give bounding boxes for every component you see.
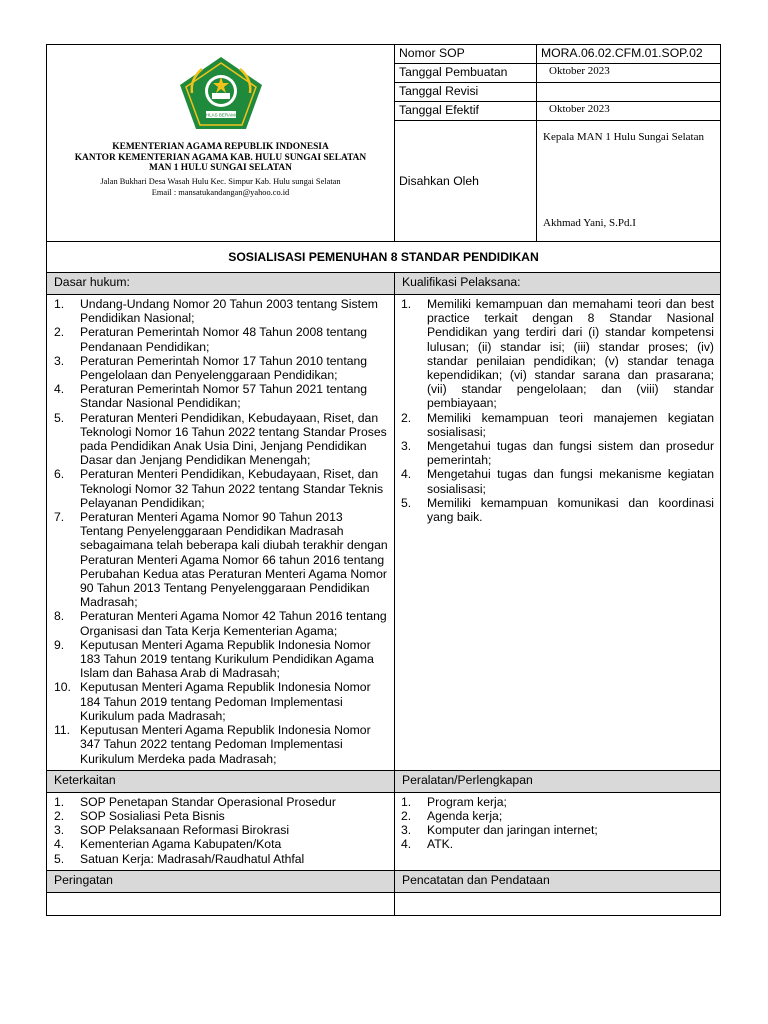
keterkaitan-header: Keterkaitan <box>47 770 395 792</box>
list-text: Peraturan Menteri Pendidikan, Kebudayaan, Riset, dan Teknologi Nomor 16 Tahun 2022 tentang Standar Proses pada Pendidikan Anak Usia Dini, Jenjang Pendidikan Dasar dan Jenjang Pendidikan Menengah; <box>80 410 387 468</box>
disahkan-value <box>537 121 721 242</box>
dasar-hukum-item <box>54 467 388 510</box>
kualifikasi-item <box>401 467 714 495</box>
keterkaitan-item <box>54 809 388 823</box>
list-text: SOP Penetapan Standar Operasional Prosedur <box>80 794 336 809</box>
tanggal-pembuatan-label: Tanggal Pembuatan <box>395 64 537 83</box>
sop-body-table <box>46 272 721 916</box>
list-text: ATK. <box>427 837 454 852</box>
list-number: 4. <box>401 837 412 852</box>
list-number: 7. <box>54 510 65 525</box>
pencatatan-cell <box>395 892 721 915</box>
sop-header-table <box>46 44 721 273</box>
dasar-hukum-item <box>54 510 388 609</box>
list-text: Peraturan Menteri Pendidikan, Kebudayaan, Riset, dan Teknologi Nomor 32 Tahun 2022 tentang Standar Teknis Pelayanan Pendidikan; <box>80 467 384 510</box>
list-number: 5. <box>54 851 65 866</box>
institution-block <box>47 45 395 242</box>
list-text: Peraturan Pemerintah Nomor 57 Tahun 2021 tentang Standar Nasional Pendidikan; <box>80 382 368 411</box>
dasar-hukum-list <box>47 295 394 770</box>
dasar-hukum-item <box>54 609 388 637</box>
institution-ministry: KEMENTERIAN AGAMA REPUBLIK INDONESIA <box>112 142 329 152</box>
tanggal-revisi-label: Tanggal Revisi <box>395 83 537 102</box>
list-text: SOP Sosialiasi Peta Bisnis <box>80 808 225 823</box>
dasar-hukum-item <box>54 638 388 681</box>
institution-email: Email : mansatukandangan@yahoo.co.id <box>151 187 290 197</box>
dasar-hukum-item <box>54 723 388 766</box>
list-text: Kementerian Agama Kabupaten/Kota <box>80 837 282 852</box>
kemenag-logo-icon <box>178 55 264 131</box>
list-number: 2. <box>54 808 65 823</box>
list-number: 4. <box>54 837 65 852</box>
peralatan-cell <box>395 792 721 870</box>
list-text: Keputusan Menteri Agama Republik Indonesia Nomor 184 Tahun 2019 tentang Pedoman Implementasi Kurikulum pada Madrasah; <box>80 680 371 723</box>
list-text: Satuan Kerja: Madrasah/Raudhatul Athfal <box>80 851 305 866</box>
institution-address: Jalan Bukhari Desa Wasah Hulu Kec. Simpur Kab. Hulu sungai Selatan <box>100 176 341 186</box>
kualifikasi-item <box>401 411 714 439</box>
sop-document <box>46 44 720 916</box>
peralatan-item <box>401 795 714 809</box>
list-text: Peraturan Menteri Agama Nomor 42 Tahun 2016 tentang Organisasi dan Tata Kerja Kementerian Agama; <box>80 609 387 638</box>
list-number: 3. <box>54 823 65 838</box>
list-number: 1. <box>401 794 412 809</box>
list-number: 10. <box>54 680 71 695</box>
list-text: Mengetahui tugas dan fungsi mekanisme kegiatan sosialisasi; <box>427 467 714 496</box>
pencatatan-header: Pencatatan dan Pendataan <box>395 870 721 892</box>
logo-container <box>47 45 394 137</box>
list-text: SOP Pelaksanaan Reformasi Birokrasi <box>80 823 290 838</box>
disahkan-label: Disahkan Oleh <box>395 121 537 242</box>
tanggal-efektif-value: Oktober 2023 <box>537 102 721 121</box>
sop-title: SOSIALISASI PEMENUHAN 8 STANDAR PENDIDIKAN <box>47 242 721 273</box>
svg-text:IKHLAS BERAMAL: IKHLAS BERAMAL <box>201 112 240 118</box>
tanggal-revisi-value <box>537 83 721 102</box>
list-number: 4. <box>54 382 65 397</box>
peralatan-item <box>401 809 714 823</box>
dasar-hukum-item <box>54 297 388 325</box>
dasar-hukum-cell <box>47 295 395 771</box>
list-number: 3. <box>401 439 412 454</box>
list-number: 1. <box>401 297 412 311</box>
keterkaitan-item <box>54 837 388 851</box>
kualifikasi-cell <box>395 295 721 771</box>
tanggal-efektif-label: Tanggal Efektif <box>395 102 537 121</box>
dasar-hukum-item <box>54 354 388 382</box>
kualifikasi-item <box>401 297 714 411</box>
keterkaitan-item <box>54 795 388 809</box>
list-text: Keputusan Menteri Agama Republik Indonesia Nomor 183 Tahun 2019 tentang Kurikulum Pendidikan Agama Islam dan Bahasa Arab di Madrasah; <box>80 637 374 681</box>
list-text: Undang-Undang Nomor 20 Tahun 2003 tentang Sistem Pendidikan Nasional; <box>80 297 378 326</box>
institution-school: MAN 1 HULU SUNGAI SELATAN <box>149 163 292 173</box>
list-number: 1. <box>54 794 65 809</box>
keterkaitan-cell <box>47 792 395 870</box>
list-number: 2. <box>54 325 65 340</box>
dasar-hukum-item <box>54 680 388 723</box>
peringatan-cell <box>47 892 395 915</box>
peralatan-item <box>401 837 714 851</box>
list-number: 1. <box>54 297 65 311</box>
list-text: Peraturan Menteri Agama Nomor 90 Tahun 2013 Tentang Penyelenggaraan Pendidikan Madrasah sebagaimana telah beberapa kali diubah terakhir dengan Peraturan Menteri Agama Nomor 66 tahun 2016 tentang Perubahan Kedua atas Peraturan Menteri Agama Nomor 90 Tahun 2013 Tentang Penyelenggaraan Pendidikan Madrasah; <box>80 510 388 610</box>
list-text: Memiliki kemampuan komunikasi dan koordinasi yang baik. <box>427 495 714 525</box>
dasar-hukum-item <box>54 382 388 410</box>
kualifikasi-header: Kualifikasi Pelaksana: <box>395 273 721 295</box>
signer-position: Kepala MAN 1 Hulu Sungai Selatan <box>543 131 704 143</box>
keterkaitan-item <box>54 823 388 837</box>
list-number: 4. <box>401 467 412 482</box>
dasar-hukum-header: Dasar hukum: <box>47 273 395 295</box>
kualifikasi-list <box>395 295 720 528</box>
institution-office: KANTOR KEMENTERIAN AGAMA KAB. HULU SUNGAI SELATAN <box>74 152 367 163</box>
list-text: Agenda kerja; <box>427 808 503 823</box>
tanggal-pembuatan-value: Oktober 2023 <box>537 64 721 83</box>
list-text: Mengetahui tugas dan fungsi sistem dan prosedur pemerintah; <box>427 439 714 468</box>
list-number: 9. <box>54 637 65 652</box>
list-number: 2. <box>401 410 412 425</box>
list-text: Peraturan Pemerintah Nomor 17 Tahun 2010 tentang Pengelolaan dan Penyelenggaraan Pendidikan; <box>80 353 368 383</box>
keterkaitan-list <box>47 793 394 870</box>
list-text: Memiliki kemampuan teori manajemen kegiatan sosialisasi; <box>427 410 714 439</box>
list-number: 5. <box>54 410 65 425</box>
list-number: 8. <box>54 609 65 624</box>
peralatan-list <box>395 793 720 856</box>
list-number: 3. <box>54 353 65 368</box>
kualifikasi-item <box>401 439 714 467</box>
signer-name: Akhmad Yani, S.Pd.I <box>543 217 636 229</box>
list-text: Keputusan Menteri Agama Republik Indonesia Nomor 347 Tahun 2022 tentang Pedoman Implementasi Kurikulum Merdeka pada Madrasah; <box>80 723 371 766</box>
list-number: 2. <box>401 808 412 823</box>
nomor-sop-value: MORA.06.02.CFM.01.SOP.02 <box>537 45 721 64</box>
kualifikasi-item <box>401 496 714 524</box>
list-text: Program kerja; <box>427 794 507 809</box>
peralatan-item <box>401 823 714 837</box>
dasar-hukum-item <box>54 325 388 353</box>
peralatan-header: Peralatan/Perlengkapan <box>395 770 721 792</box>
list-text: Komputer dan jaringan internet; <box>427 823 598 838</box>
list-text: Peraturan Pemerintah Nomor 48 Tahun 2008 tentang Pendanaan Pendidikan; <box>80 325 368 354</box>
dasar-hukum-item <box>54 411 388 468</box>
list-number: 5. <box>401 495 412 510</box>
nomor-sop-label: Nomor SOP <box>395 45 537 64</box>
keterkaitan-item <box>54 852 388 866</box>
list-number: 11. <box>54 723 71 738</box>
peringatan-header: Peringatan <box>47 870 395 892</box>
list-number: 3. <box>401 823 412 838</box>
list-text: Memiliki kemampuan dan memahami teori dan best practice terkait dengan 8 Standar Nasional Pendidikan yang terdiri dari (i) standar kompetensi lulusan; (ii) standar isi; (iii) standar proses; (iv) standar penilaian pendidikan; (v) standar tenaga kependidikan; (vi) standar sarana dan prasarana; (vii) standar pengelolaan; dan (viii) standar pembiayaan; <box>427 297 714 411</box>
list-number: 6. <box>54 467 65 482</box>
